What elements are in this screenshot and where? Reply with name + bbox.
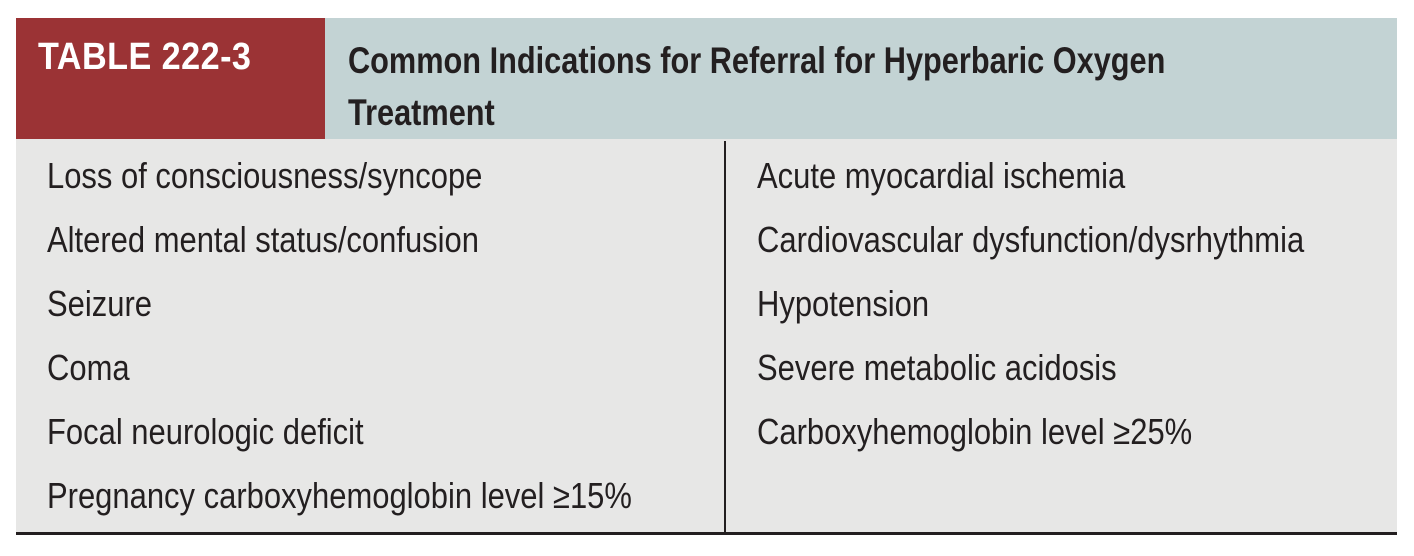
list-item: Cardiovascular dysfunction/dysrhythmia — [757, 219, 1305, 260]
list-item: Hypotension — [757, 283, 930, 324]
list-item: Carboxyhemoglobin level ≥25% — [757, 411, 1193, 452]
indications-table — [16, 18, 1397, 534]
list-item: Loss of consciousness/syncope — [47, 155, 483, 196]
table-title: Common Indications for Referral for Hyperbaric Oxygen Treatment — [348, 40, 1166, 133]
right-column — [757, 153, 1393, 473]
list-item: Focal neurologic deficit — [47, 411, 364, 452]
list-item: Acute myocardial ischemia — [757, 155, 1126, 196]
left-column — [47, 153, 727, 537]
table-header — [16, 18, 1397, 139]
list-item: Severe metabolic acidosis — [757, 347, 1117, 388]
list-item: Seizure — [47, 283, 152, 324]
list-item: Pregnancy carboxyhemoglobin level ≥15% — [47, 475, 632, 516]
table-label-box — [16, 18, 325, 139]
table-body — [16, 139, 1397, 532]
list-item: Altered mental status/confusion — [47, 219, 479, 260]
column-divider — [724, 141, 726, 532]
list-item: Coma — [47, 347, 130, 388]
table-label: TABLE 222-3 — [38, 36, 252, 78]
bottom-rule — [16, 532, 1397, 535]
